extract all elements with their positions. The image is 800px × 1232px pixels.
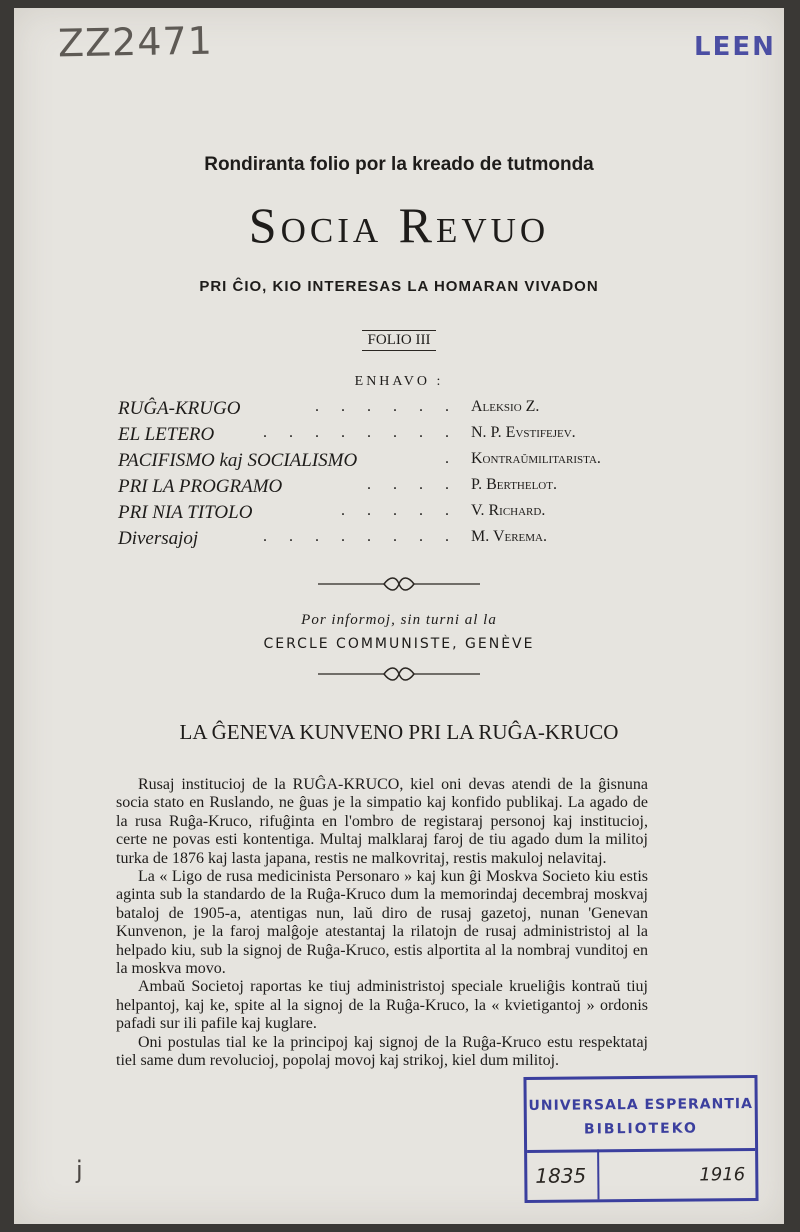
toc-author: M. Verema. bbox=[471, 528, 547, 545]
masthead-title: Socia Revuo bbox=[248, 197, 550, 253]
toc-author: Aleksio Z. bbox=[471, 398, 540, 415]
toc-title: PACIFISMO kaj SOCIALISMO bbox=[118, 450, 363, 472]
folio-number: FOLIO III bbox=[362, 330, 437, 351]
handwritten-catalog-number: ZZ2471 bbox=[57, 18, 214, 66]
info-line: Por informoj, sin turni al la bbox=[301, 612, 497, 628]
toc-row: . . . . . . . . EL LETERO N. P. Evstifejev. bbox=[118, 424, 576, 445]
article-body bbox=[116, 776, 648, 1071]
document-page bbox=[14, 8, 784, 1224]
table-of-contents bbox=[118, 398, 678, 554]
masthead-tagline: PRI ĈIO, KIO INTERESAS LA HOMARAN VIVADON bbox=[199, 278, 599, 295]
toc-row: . . . . . PRI NIA TITOLO V. Richard. bbox=[118, 502, 546, 523]
article-paragraph: La « Ligo de rusa medicinista Personaro » kaj kun ĝi Moskva Societo kiu estis aginta sub la standardo de la Ruĝa-Kruco dum la memorindaj decembraj moskvaj bataloj de 1905-a, atentigas nun, laŭ diro de rusaj gazetoj, nunan 'Genevan Kunvenon, je la faroj malĝoje atestantaj la rilatojn de rusaj administristoj al la helpado kiu, sub la signoj de Ruĝa-Kruco, estis alportita al la nombraj vunditoj en la moskva movo. bbox=[116, 868, 648, 978]
contents-heading: ENHAVO : bbox=[354, 374, 444, 389]
toc-title: EL LETERO bbox=[118, 424, 220, 446]
library-stamp-subname: BIBLIOTEKO bbox=[583, 1120, 698, 1138]
toc-title: RUĜA-KRUGO bbox=[118, 398, 246, 420]
toc-title: PRI LA PROGRAMO bbox=[118, 476, 288, 498]
toc-row: . PACIFISMO kaj SOCIALISMO Kontraŭmilitarista. bbox=[118, 450, 601, 471]
leen-stamp: LEEN bbox=[694, 32, 776, 62]
library-stamp-name: UNIVERSALA ESPERANTIA bbox=[528, 1096, 753, 1114]
article-paragraph: Oni postulas tial ke la principoj kaj signoj de la Ruĝa-Kruco estu respektataj tiel same dum revolucioj, popolaj movoj kaj strikoj, kiel dum militoj. bbox=[116, 1033, 648, 1070]
library-stamp-number: 1835 bbox=[535, 1163, 587, 1188]
article-paragraph: Rusaj institucioj de la RUĜA-KRUCO, kiel oni devas atendi de la ĝisnuna socia stato en Ruslando, ne ĝuas je la simpatio kaj konfido publikaj. La agado de la rusa Ruĝa-Kruco, rifuĝinta en l'ombro de registaraj personoj kaj institucioj, certe ne povas esti kontentiga. Multaj malklaraj faroj de tiu agado dum la militoj turka de 1876 kaj lasta japana, restis ne malkovritaj, restis makuloj nelavitaj. bbox=[116, 776, 648, 867]
toc-row: . . . . . . RUĜA-KRUGO Aleksio Z. bbox=[118, 398, 540, 419]
library-stamp-year: 1916 bbox=[699, 1164, 746, 1186]
article-paragraph: Ambaŭ Societoj raportas ke tiuj administristoj speciale krueliĝis kontraŭ tiuj helpantoj, kaj ke, spite al la signoj de la Ruĝa-Kruco, la « kvietigantoj » ordonis pafadi sur ili pafile kaj kuglare. bbox=[116, 978, 648, 1033]
toc-author: V. Richard. bbox=[471, 502, 546, 519]
toc-row: . . . . . . . . Diversajoj M. Verema. bbox=[118, 528, 547, 549]
info-address: CERCLE COMMUNISTE, GENÈVE bbox=[263, 636, 535, 652]
toc-title: PRI NIA TITOLO bbox=[118, 502, 258, 524]
toc-title: Diversajoj bbox=[118, 528, 204, 550]
toc-author: Kontraŭmilitarista. bbox=[471, 450, 601, 467]
library-stamp bbox=[523, 1075, 758, 1203]
corner-pencil-mark: j bbox=[76, 1156, 83, 1184]
masthead-subtitle: Rondiranta folio por la kreado de tutmonda bbox=[204, 154, 594, 175]
ornament-divider bbox=[314, 664, 484, 684]
toc-author: N. P. Evstifejev. bbox=[471, 424, 576, 441]
toc-author: P. Berthelot. bbox=[471, 476, 557, 493]
folio-label bbox=[14, 330, 784, 351]
ornament-divider bbox=[314, 574, 484, 594]
toc-row: . . . . PRI LA PROGRAMO P. Berthelot. bbox=[118, 476, 557, 497]
article-title: LA ĜENEVA KUNVENO PRI LA RUĜA-KRUCO bbox=[179, 720, 619, 744]
